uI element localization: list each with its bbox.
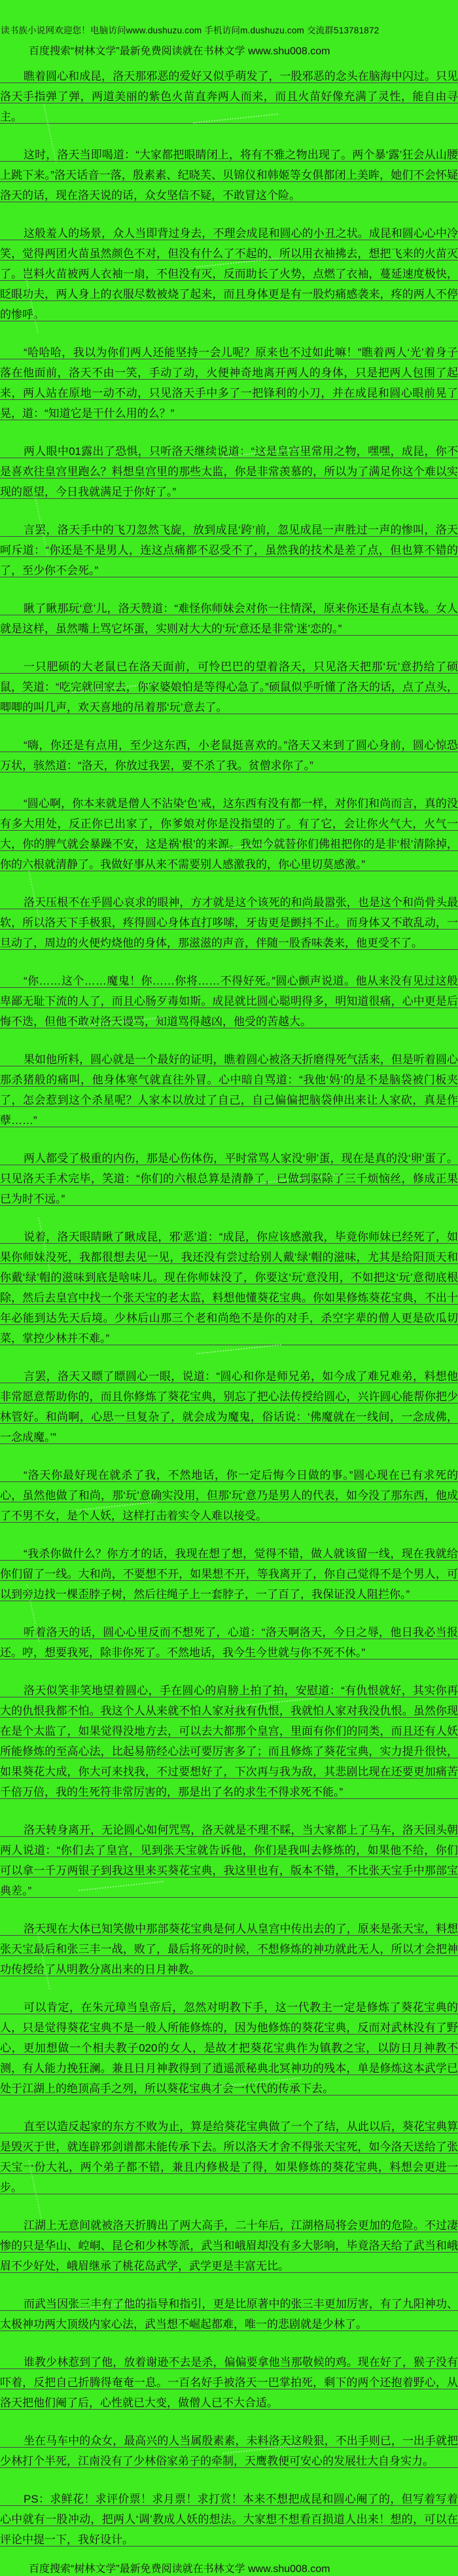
novel-paragraph: 洛天压根不在乎圆心哀求的眼神，方才就是这个该死的和尚最嚣张，也是这个和尚骨头最软，所以洛天下手极狠，疼得圆心身体直打哆嗦，牙齿更是颤抖不止。而身体又不敢乱动，一旦动了，周边的火便灼烧他的身体，那滋滋的声音，伴随一股香味袭来，他更受不了。	[0, 892, 458, 953]
novel-paragraph: 谁教少林惹到了他，放着谢逊不去是杀，偏偏要拿他当那敬候的鸡。现在好了，猴子没有吓着，反把自己折腾得奄奄一息。一百名好手被洛天一巴掌拍死，剩下的两个还抱着野心，从洛天把他们阉了后，心性就已大变，做僧人已不大合适。	[0, 2352, 458, 2413]
novel-paragraph: 说着，洛天眼睛瞅了瞅成昆，邪‘恶’道：“成昆，你应该感激我，毕竟你师妹已经死了，如果你师妹没死，我都很想去见一见，我还没有尝过给别人戴‘绿’帽的滋味，尤其是给阳顶天和你戴‘绿’帽的滋味到底是啥味儿。现在你师妹没了，你要这‘玩’意没用，不如把这‘玩’意彻底根除，然后去皇宫中找一个张天宝的老太监，料想他懂葵花宝典。你如果修炼葵花宝典，不出十年必能到达先天后境。少林后山那三个老和尚绝不是你的对手，杀空字辈的僧人更是砍瓜切菜，掌控少林并不难。”	[0, 1227, 458, 1349]
novel-paragraph: 两人眼中01露出了恐惧，只听洛天继续说道：“这是皇宫里常用之物，嘿嘿，成昆，你不是喜欢往皇宫里跑么？料想皇宫里的那些太监，你是非常羡慕的，所以为了满足你这个难以实现的愿望，今日我就满足于你好了。”	[0, 441, 458, 502]
novel-paragraph: 坐在马车中的众女，最高兴的人当属殷素素，未料洛天这般狠，不出手则已，一出手就把少林打个半死，江南没有了少林俗家弟子的牵制，天鹰教便可安心的发展壮大自身实力。	[0, 2431, 458, 2471]
novel-paragraph: “你……这个……魔鬼！你……你将……不得好死。”圆心颤声说道。他从来没有见过这般卑鄙无耻下流的人了，而且心肠歹毒如斯。成昆就比圆心聪明得多，明知道很痛，心中更是后悔不迭，但他不敢对洛天谩骂，知道骂得越凶，他受的苦越大。	[0, 971, 458, 1032]
novel-paragraph: “洛天你最好现在就杀了我，不然地话，你一定后悔今日做的事。”圆心现在已有求死的心，虽然他做了和尚，那‘玩’意确实没用，但那‘玩’意乃是男人的代表，如今没了那东西，他成了不男不女，是个人妖，这样打击着实令人难以接受。	[0, 1465, 458, 1526]
promo-line-bottom: 百度搜索“树林文学”最新免费阅读就在书林文学 www.shu008.com	[29, 2564, 330, 2575]
novel-paragraph: 这时，洛天当即喝道：“大家都把眼睛闭上，将有不雅之物出现了。两个暴‘露’狂会从山腰上跳下来。”洛天话音一落，殷素素、纪晓芙、贝锦仪和韩姬等女俱都闭上美眸，她们不会怀疑洛天的话，现在洛天说的话，众女坚信不疑，不敢冒这个险。	[0, 145, 458, 206]
novel-paragraph: 一只肥硕的大老鼠已在洛天面前，可怜巴巴的望着洛天，只见洛天把那‘玩’意扔给了硕鼠，笑道：“吃完就回家去，你家婆娘怕是等得心急了。”硕鼠似乎听懂了洛天的话，点了点头，唧唧的叫几声，欢天喜地的吊着那‘玩’意去了。	[0, 657, 458, 717]
novel-paragraph: 瞅了瞅那玩‘意’儿，洛天赞道：“难怪你师妹会对你一往情深，原来你还是有点本钱。女人就是这样，虽然嘴上骂它坏蛋，实则对大大的‘玩’意还是非常‘迷’恋的。”	[0, 598, 458, 639]
novel-paragraph: 这般羞人的场景，众人当即背过身去，不理会成昆和圆心的小丑之状。成昆和圆心心中冷笑，觉得两团火苗虽然颜色不对，但没有什么了不起的，所以用衣袖拂去，想把飞来的火苗灭了。岂料火苗被两人衣袖一扇，不但没有灭，反而助长了火势，点燃了衣袖，蔓延速度极快，眨眼功夫，两人身上的衣服尽数被烧了起来，而且身体更是有一股灼痛感袭来，疼的两人不停的惨呼。	[0, 223, 458, 325]
site-welcome-notice: 读书族小说网欢迎您！电脑访问www.dushuzu.com 手机访问m.dushuzu.com 交流群513781872	[1, 26, 379, 35]
promo-line-top: 百度搜索“树林文学”最新免费阅读就在书林文学 www.shu008.com	[29, 46, 330, 57]
novel-paragraph: 洛天现在大体已知笑傲中那部葵花宝典是何人从皇宫中传出去的了，原来是张天宝，料想张天宝最后和张三丰一战，败了，最后将死的时候，不想修炼的神功就此无人，所以才会把神功传授给了从明教分离出来的日月神教。	[0, 1919, 458, 1980]
novel-paragraph: 听着洛天的话，圆心心里反而不想死了，心道：“洛天啊洛天，今日之辱，他日我必当报还。哼，想要我死，除非你死了。不然地话，我今生今世就与你不死不休。”	[0, 1622, 458, 1663]
novel-paragraph: 江湖上无意间就被洛天折腾出了两大高手，二十年后，江湖格局将会更加的危险。不过凄惨的只是华山、崆峒、昆仑和少林等派，武当和峨眉却没有多大影响，毕竟洛天给了武当和峨眉不少好处，峨眉继承了桃花岛武学，武学更是丰富无比。	[0, 2215, 458, 2276]
novel-paragraph: 而武当因张三丰有了他的指导和指引，更是比原著中的张三丰更加厉害，有了九阳神功、太极神功两大顶级内家心法，武当想不崛起都难，唯一的悲剧就是少林了。	[0, 2294, 458, 2334]
novel-paragraph: 直至以造反起家的东方不败为止，算是给葵花宝典做了一个了结，从此以后，葵花宝典算是毁灭于世，就连辟邪剑谱都未能传承下去。所以洛天才舍不得张天宝死，如今洛天送给了张天宝一份大礼，两个弟子都不错，兼且内修极是了得，如果修炼的葵花宝典，料想会更进一步。	[0, 2116, 458, 2198]
novel-paragraph: 两人都受了极重的内伤，那是心伤体伤，平时常骂人家没‘卵’蛋，现在是真的没‘卵’蛋了。只见洛天手术完毕，笑道：“你们的六根总算是清静了，已做到驱除了三千烦恼丝，修成正果已为时不远。”	[0, 1148, 458, 1209]
chapter-content	[0, 66, 458, 2550]
novel-paragraph: “哈哈哈，我以为你们两人还能坚持一会儿呢？原来也不过如此嘛！”瞧着两人‘光’着身子落在他面前，洛天不由一笑，手动了动，火便神奇地离开两人的身体，只是把两人包围了起来，两人站在原地一动不动，只见洛天手中多了一把锋利的小刀，并在成昆和圆心眼前晃了晃，道：“知道它是干什么用的么？”	[0, 342, 458, 424]
novel-paragraph: 言罢，洛天又瞟了瞟圆心一眼，说道：“圆心和你是师兄弟，如今成了难兄难弟，料想他非常愿意帮助你的，而且你修炼了葵花宝典，别忘了把心法传授给圆心，兴许圆心能帮你把少林管好。和尚啊，心思一旦复杂了，就会成为魔鬼，俗话说：‘佛魔就在一线间，一念成佛，一念成魔。’”	[0, 1366, 458, 1447]
novel-paragraph: “嗨，你还是有点用，至少这东西，小老鼠挺喜欢的。”洛天又来到了圆心身前，圆心惊恐万状，骇然道：“洛天，你放过我罢，要不杀了我。贫僧求你了。”	[0, 735, 458, 776]
novel-paragraph: 洛天转身离开，无论圆心如何咒骂，洛天就是不理不睬，当大家都上了马车，洛天回头朝两人说道：“你们去了皇宫，见到张天宝就告诉他，你们是我叫去修炼的，如果他不给，你们可以拿一千万两银子到我这里来买葵花宝典，我这里也有，版本不错，不比张天宝手中那部宝典差。”	[0, 1820, 458, 1901]
novel-paragraph: 瞧着圆心和成昆，洛天那邪恶的爱好又似乎萌发了，一股邪恶的念头在脑海中闪过。只见洛天手指弹了弹，两道美丽的紫色火苗直奔两人而来，而且火苗好像充满了灵性，能自由寻主。	[0, 66, 458, 127]
novel-paragraph: 言罢，洛天手中的飞刀忽然飞旋，放到成昆‘跨’前，忽见成昆一声胜过一声的惨叫，洛天呵斥道：“你还是不是男人，连这点痛都不忍受不了，虽然我的技术是差了点，但也算不错的了，至少你不会死。”	[0, 520, 458, 581]
novel-paragraph: “我杀你做什么？你方才的话，我现在想了想，觉得不错，做人就该留一线，现在我就给你们留了一线。大和尚，不要想不开，如果想不开，等我离开了，你自己觉得不是个男人，可以到旁边找一棵歪脖子树，然后往绳子上一套脖子，一了百了，我保证没人阻拦你。”	[0, 1544, 458, 1605]
novel-paragraph: “圆心啊，你本来就是僧人不沾染‘色’戒，这东西有没有都一样，对你们和尚而言，真的没有多大用处，反正你已出家了，你爹娘对你是没指望的了。有了它，会让你火气大，火气一大，你的脾气就会暴躁不安，这是祸‘根’的来源。我如今就替你们佛祖把你的是非‘根’清除掉，你的六根就清静了。我做好事从来不需要别人感激我的，你心里切莫感激。”	[0, 793, 458, 875]
novel-paragraph: 果如他所料，圆心就是一个最好的证明，瞧着圆心被洛天折磨得死气活来，但是听着圆心那杀猪般的痛叫，他身体寒气就直往外冒。心中暗自骂道：“我他‘妈’的是不是脑袋被门板夹了，怎会惹到这个杀星呢？人家本以放过了自己，自己偏偏把脑袋伸出来让人家砍，真是作孽……”	[0, 1049, 458, 1131]
novel-paragraph: 洛天似笑非笑地望着圆心，手在圆心的肩膀上拍了拍，安慰道：“有仇恨就好，其实你再大的仇恨我都不怕。我这个人从来就不怕人家对我有仇恨，我就怕人家对我没仇恨。虽然你现在是个太监了，如果觉得没地方去，可以去大都那个皇宫，里面有你们的同类，而且还有人妖所能修炼的至高心法，比起易筋经心法可要厉害多了；而且修炼了葵花宝典，实力提升很快，如果葵花大成，你大可来找我，不过要想好了，下次再与我为敌，其悲剧比现在还要更加痛苦千倍万倍，我的生死符非常厉害的，那是出了名的求生不得求死不能。”	[0, 1680, 458, 1802]
novel-paragraph: 可以肯定，在朱元璋当皇帝后，忽然对明教下手，这一代教主一定是修炼了葵花宝典的人，只是觉得葵花宝典不是一般人所能修炼的，因为他修炼的葵花宝典，反而对武林没有了野心，更加想做一个相夫教子020的女人，是故才把葵花宝典作为镇教之宝，以防日月神教不测，有人能力挽狂澜。兼且日月神教得到了逍遥派秘典北冥神功的残本，单是修炼这本武学已处于江湖上的绝顶高手之列，所以葵花宝典才会一代代的传承下去。	[0, 1997, 458, 2099]
novel-paragraph: PS：求鲜花！求评价票！求月票！求打赏！本来不想把成昆和圆心阉了的，但写着写着心中就有一股冲动，把两人‘调’教成人妖的想法。大家想不想看百损道人出来！想的，可以在评论中提一下，我好设计。	[0, 2489, 458, 2550]
